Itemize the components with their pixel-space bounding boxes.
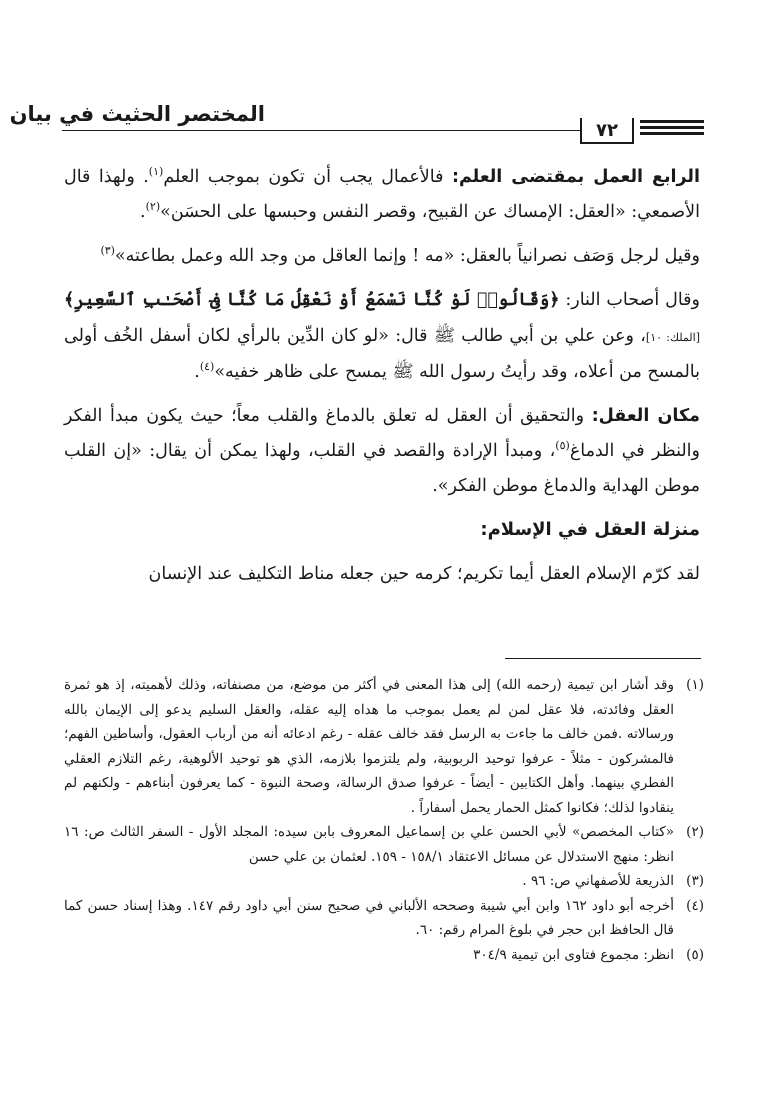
footnote-number: (٣): [686, 873, 704, 889]
paragraph-text: ، وعن علي بن أبي طالب ﷺ قال: «لو كان الدِّين بالرأي لكان أسفل الخُف أولى بالمسح من أعلاه، وقد رأيتُ رسول الله ﷺ يمسح على ظاهر خفيه»: [64, 326, 700, 382]
paragraph-practice: [64, 160, 700, 230]
paragraph-text: ، ومبدأ الإرادة والقصد في القلب، ولهذا يمكن أن يقال: «إن القلب موطن الهداية والدماغ موطن الفكر».: [64, 441, 700, 496]
footnote-text: أخرجه أبو داود ١٦٢ وابن أبي شيبة وصححه الألباني في صحيح سنن أبي داود رقم ١٤٧. وهذا إسناد حسن كما قال الحافظ ابن حجر في بلوغ المرام رقم: ٦٠.: [64, 897, 675, 938]
footnote-number: (٥): [686, 946, 704, 963]
quran-citation: [الملك: ١٠]: [645, 331, 700, 344]
footnote-ref[interactable]: (٢): [145, 200, 161, 214]
paragraph-text: وقيل لرجل وَصَف نصرانياً بالعقل: «مه ! وإنما العاقل من وجد الله وعمل بطاعته»: [114, 246, 700, 266]
section-heading: منزلة العقل في الإسلام:: [480, 519, 700, 540]
footnote-number: (٢): [686, 824, 704, 840]
paragraph-lead: الرابع العمل بمقتضى العلم:: [451, 167, 700, 187]
header-ornament-bars: [640, 120, 704, 138]
footnote-ref[interactable]: (٣): [100, 244, 115, 258]
paragraph-text: .: [140, 202, 146, 222]
footnote: [64, 943, 704, 968]
footnote: [64, 894, 704, 943]
paragraph-lead: مكان العقل:: [591, 406, 700, 426]
footnote: [64, 673, 704, 820]
paragraph-place-of-intellect: [64, 399, 700, 504]
paragraph-text: والتحقيق أن العقل له تعلق بالدماغ والقلب معاً؛ حيث يكون مبدأ الفكر والنظر في الدماغ: [64, 406, 700, 461]
paragraph-text: لقد كرّم الإسلام العقل أيما تكريم؛ كرمه حين جعله مناط التكليف عند الإنسان: [148, 564, 700, 584]
footnote-ref[interactable]: (١): [148, 165, 164, 179]
main-text: [64, 160, 700, 601]
paragraph-text: .: [194, 362, 200, 382]
running-head-title: المختصر الحثيث في بيان: [9, 102, 265, 126]
paragraph-text: فالأعمال يجب أن تكون بموجب العلم: [163, 167, 452, 187]
paragraph-christian-man: [64, 239, 700, 274]
footnote-ref[interactable]: (٥): [555, 439, 570, 453]
paragraph-people-of-fire: [64, 283, 700, 390]
footnote-ref[interactable]: (٤): [199, 360, 215, 374]
footnote-number: (١): [686, 677, 704, 693]
footnote-text: الذريعة للأصفهاني ص: ٩٦ .: [522, 873, 674, 889]
footnotes: [64, 673, 704, 967]
page-number: ٧٢: [580, 118, 634, 144]
paragraph-text: وقال أصحاب النار:: [559, 290, 700, 310]
footnote-text: «كتاب المخصص» لأبي الحسن علي بن إسماعيل المعروف بابن سيده: المجلد الأول - السفر الثالث ص: ١٦ انظر: منهج الاستدلال عن مسائل الاعتقاد ١٥٨/١ - ١٥٩. لعثمان بن علي حسن: [64, 824, 674, 865]
footnote-text: وقد أشار ابن تيمية (رحمه الله) إلى هذا المعنى في أكثر من موضع، من مصنفاته، وذلك لأهميته، إذ هو ثمرة العقل وفائدته، فلا عقل لمن لم يعمل بموجب ما هداه إليه عقله، والعقل السليم يدعو إلى الإيمان بالله ورسالاته .فمن خالف ما جاءت به الرسل فقد خالف عقله - رغم ادعائه أنه من أرباب العقول، وأساطين الفهم؛ فالمشركون - مثلاً - عرفوا توحيد الربوبية، ولم يلتزموا بلازمه، الذي هو توحيد الألوهية، رغم التلازم العقلي الفطري بينهما. وأهل الكتابين - أيضاً - عرفوا صدق الرسالة، وصحة النبوة - كما يعرفون أبناءهم - ولكنهم لم ينقادوا لذلك؛ فكانوا كمثل الحمار يحمل أسفاراً .: [64, 677, 674, 816]
header-rule: [62, 130, 580, 131]
footnote-text: انظر: مجموع فتاوى ابن تيمية ٣٠٤/٩: [473, 946, 674, 963]
footnote: [64, 869, 704, 894]
footnote-separator: [505, 658, 701, 659]
paragraph-status-in-islam: [64, 557, 700, 592]
quran-quote: ﴿وَقَالُوا۟ لَوْ كُنَّا نَسْمَعُ أَوْ نَعْقِلُ مَا كُنَّا فِىٓ أَصْحَـٰبِ ٱلسَّعِيرِ﴾: [64, 290, 560, 310]
paragraph-text: . ولهذا قال الأصمعي: «العقل: الإمساك عن القبيح، وقصر النفس وحبسها على الحسَن»: [64, 167, 700, 222]
footnote: [64, 820, 704, 869]
footnote-number: (٤): [686, 897, 704, 914]
